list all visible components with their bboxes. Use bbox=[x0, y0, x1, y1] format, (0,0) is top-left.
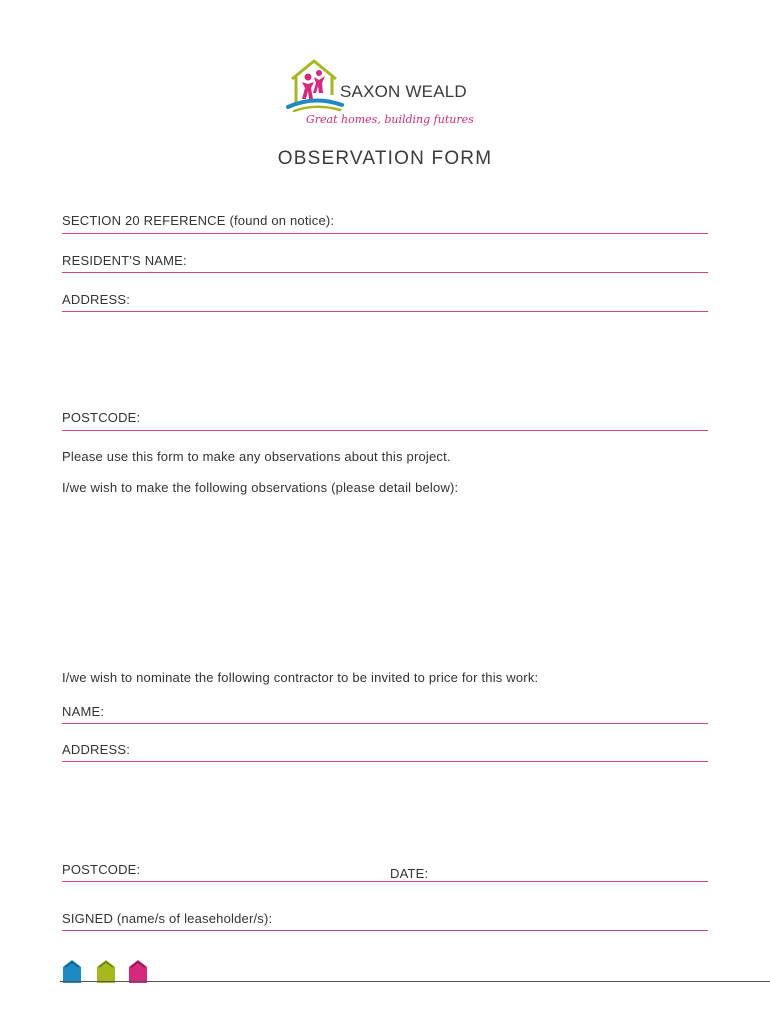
instruction-use-form: Please use this form to make any observations about this project. bbox=[62, 449, 451, 464]
contractor-address-label: ADDRESS: bbox=[62, 742, 131, 757]
page-title: OBSERVATION FORM bbox=[277, 148, 493, 169]
instruction-observations: I/we wish to make the following observations (please detail below): bbox=[62, 480, 459, 495]
resident-name-label: RESIDENT'S NAME: bbox=[62, 253, 187, 268]
postcode-date-field[interactable] bbox=[62, 881, 708, 882]
pink-house-icon bbox=[129, 960, 147, 983]
brand-logo bbox=[284, 55, 494, 133]
section20-reference-field[interactable] bbox=[62, 233, 708, 234]
postcode-field[interactable] bbox=[62, 430, 708, 431]
contractor-postcode-label: POSTCODE: bbox=[62, 862, 141, 877]
contractor-address-field[interactable] bbox=[62, 761, 708, 762]
date-label: DATE: bbox=[390, 866, 429, 881]
contractor-name-label: NAME: bbox=[62, 704, 105, 719]
brand-tagline: Great homes, building futures bbox=[306, 113, 474, 126]
house-with-figures-logo-icon bbox=[284, 55, 344, 115]
signed-field[interactable] bbox=[62, 930, 708, 931]
address-field[interactable] bbox=[62, 311, 708, 312]
footer-divider bbox=[60, 981, 770, 982]
instruction-nominate: I/we wish to nominate the following contractor to be invited to price for this work: bbox=[62, 670, 539, 685]
blue-house-icon bbox=[63, 960, 81, 983]
address-label: ADDRESS: bbox=[62, 292, 131, 307]
signed-label: SIGNED (name/s of leaseholder/s): bbox=[62, 911, 273, 926]
resident-name-field[interactable] bbox=[62, 272, 708, 273]
postcode-label: POSTCODE: bbox=[62, 410, 141, 425]
brand-name: SAXON WEALD bbox=[340, 82, 467, 101]
observations-area[interactable] bbox=[62, 502, 708, 662]
section20-reference-label: SECTION 20 REFERENCE (found on notice): bbox=[62, 213, 335, 228]
contractor-name-field[interactable] bbox=[62, 723, 708, 724]
green-house-icon bbox=[97, 960, 115, 983]
